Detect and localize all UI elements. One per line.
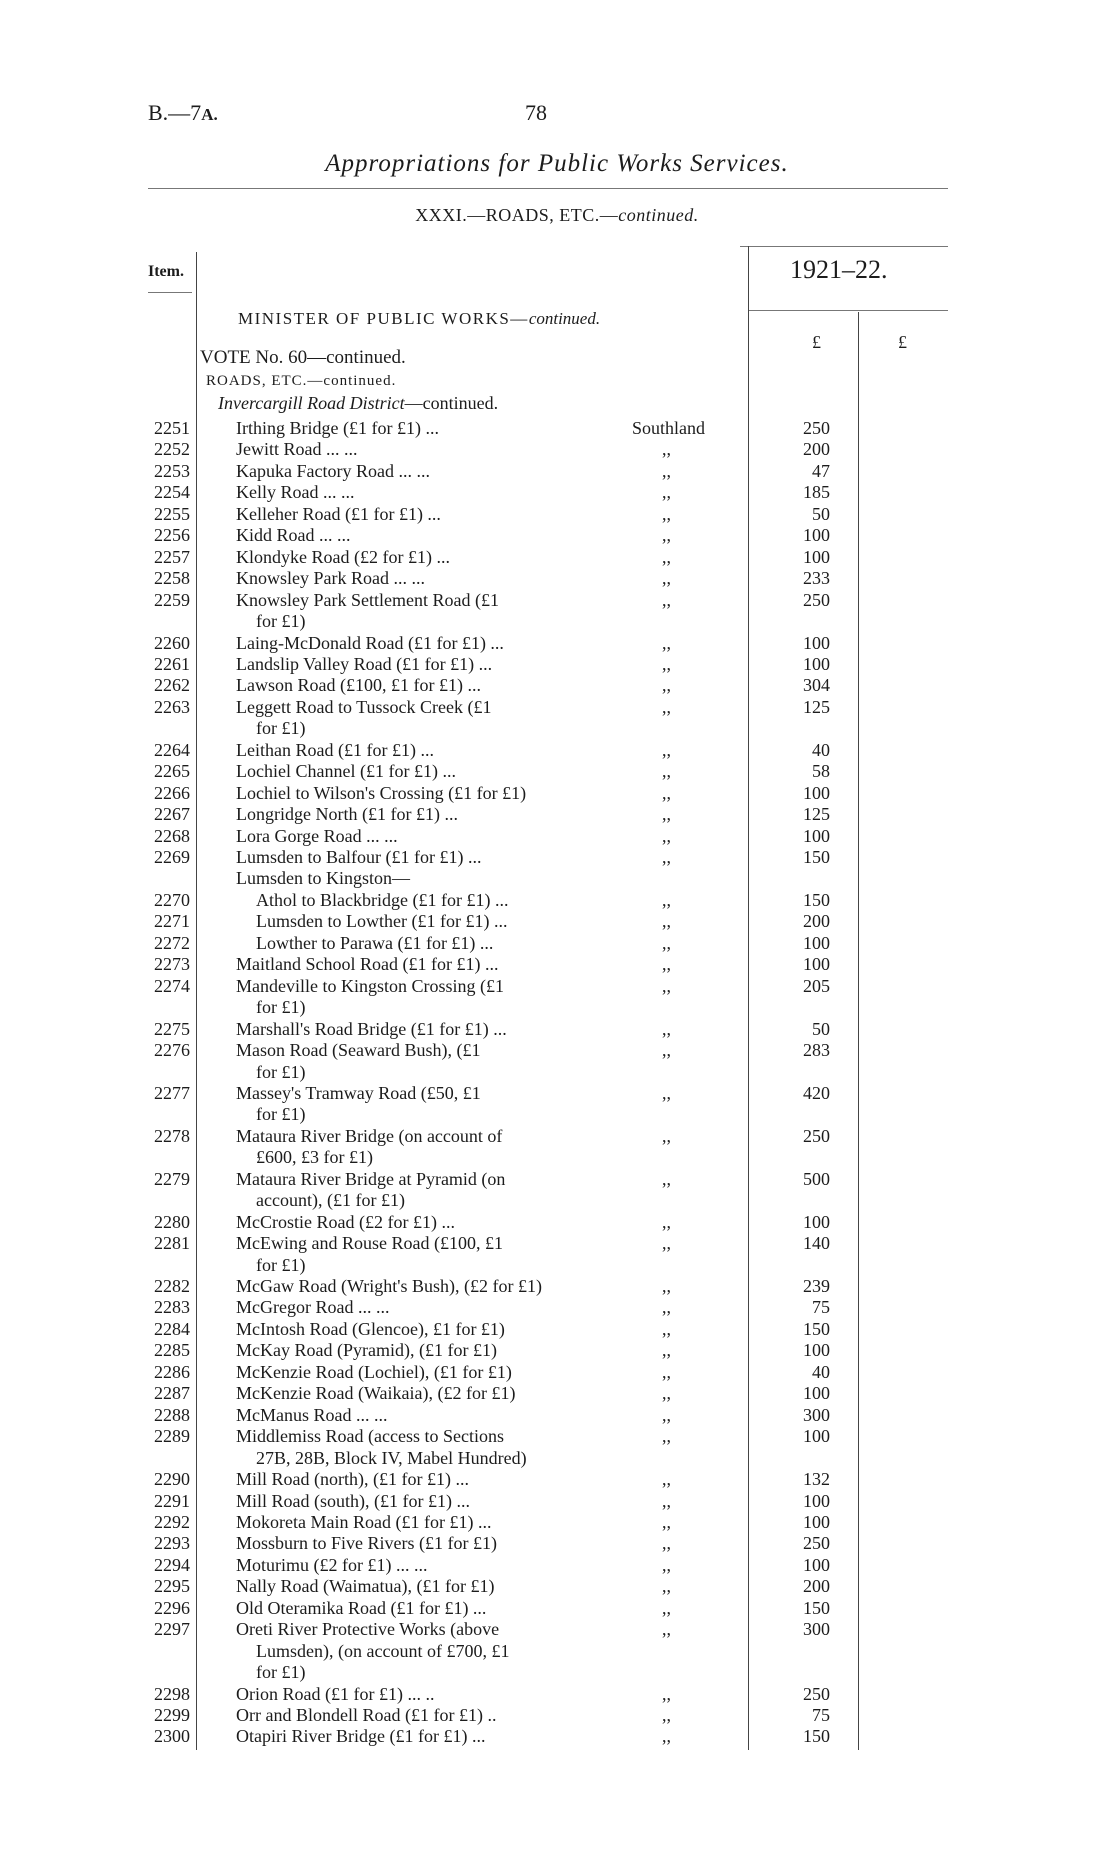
item-description: Athol to Blackbridge (£1 for £1) ... — [256, 889, 509, 910]
table-row — [0, 1104, 1114, 1125]
item-locality: ,, — [662, 975, 671, 996]
table-row — [0, 1276, 1114, 1297]
item-description: Lochiel Channel (£1 for £1) ... — [236, 761, 456, 782]
table-row — [0, 547, 1114, 568]
item-number: 2282 — [154, 1276, 190, 1296]
item-amount: 500 — [803, 1168, 830, 1189]
item-amount: 185 — [803, 482, 830, 503]
item-amount: 283 — [803, 1040, 830, 1061]
item-number: 2266 — [154, 782, 190, 803]
item-locality: ,, — [662, 1726, 671, 1747]
item-locality: ,, — [662, 546, 671, 567]
item-locality: ,, — [662, 1211, 671, 1232]
table-row — [0, 482, 1114, 503]
item-description: Middlemiss Road (access to Sections — [236, 1426, 504, 1447]
pound-symbol-2: £ — [898, 332, 907, 352]
item-number: 2255 — [154, 503, 190, 524]
table-row — [0, 1726, 1114, 1747]
item-locality: ,, — [662, 1576, 671, 1597]
item-locality: ,, — [662, 525, 671, 546]
item-amount: 100 — [803, 1211, 830, 1232]
table-row — [0, 461, 1114, 482]
minister-heading: MINISTER OF PUBLIC WORKS—continued. — [238, 309, 601, 328]
item-locality: ,, — [662, 1597, 671, 1618]
item-description: Moturimu (£2 for £1) ... ... — [236, 1554, 428, 1575]
item-number: 2263 — [154, 696, 190, 717]
item-number: 2293 — [154, 1533, 190, 1554]
item-description: Lumsden), (on account of £700, £1 — [256, 1640, 510, 1661]
item-locality: ,, — [662, 439, 671, 460]
table-row — [0, 697, 1114, 718]
item-description: Nally Road (Waimatua), (£1 for £1) — [236, 1576, 495, 1597]
item-locality: ,, — [662, 932, 671, 953]
item-locality: ,, — [662, 675, 671, 696]
item-description: Mataura River Bridge (on account of — [236, 1125, 503, 1146]
item-locality: ,, — [662, 1233, 671, 1254]
item-header-rule — [148, 292, 192, 293]
district-heading: Invercargill Road District—continued. — [218, 393, 499, 413]
item-number: 2274 — [154, 975, 190, 996]
item-amount: 250 — [803, 1125, 830, 1146]
item-amount: 420 — [803, 1082, 830, 1103]
item-amount: 50 — [812, 1018, 830, 1039]
item-description: £600, £3 for £1) — [256, 1147, 373, 1168]
table-row — [0, 1255, 1114, 1276]
item-description: Mill Road (north), (£1 for £1) ... — [236, 1469, 469, 1490]
item-number: 2287 — [154, 1383, 190, 1404]
item-description: 27B, 28B, Block IV, Mabel Hundred) — [256, 1447, 527, 1468]
table-row — [0, 611, 1114, 632]
table-row — [0, 1426, 1114, 1447]
table-row — [0, 783, 1114, 804]
item-amount: 233 — [803, 568, 830, 589]
table-row — [0, 418, 1114, 439]
item-number: 2276 — [154, 1040, 190, 1061]
title-rule — [148, 188, 948, 189]
item-number: 2289 — [154, 1426, 190, 1447]
table-row — [0, 1083, 1114, 1104]
item-locality: ,, — [662, 954, 671, 975]
item-description: Lochiel to Wilson's Crossing (£1 for £1) — [236, 782, 527, 803]
table-row — [0, 911, 1114, 932]
item-locality: ,, — [662, 1383, 671, 1404]
table-row — [0, 868, 1114, 889]
item-amount: 100 — [803, 1511, 830, 1532]
item-locality: ,, — [662, 825, 671, 846]
table-row — [0, 1555, 1114, 1576]
table-row — [0, 1512, 1114, 1533]
item-column-header: Item. — [148, 263, 184, 280]
item-description: Kelly Road ... ... — [236, 482, 355, 503]
item-description: for £1) — [256, 997, 306, 1018]
item-amount: 132 — [803, 1469, 830, 1490]
item-description: Marshall's Road Bridge (£1 for £1) ... — [236, 1018, 507, 1039]
item-description: for £1) — [256, 1254, 306, 1275]
item-locality: ,, — [662, 1705, 671, 1725]
item-locality: ,, — [662, 1168, 671, 1189]
table-row — [0, 1598, 1114, 1619]
item-description: Orr and Blondell Road (£1 for £1) .. — [236, 1705, 497, 1725]
table-row — [0, 1705, 1114, 1726]
table-row — [0, 1362, 1114, 1383]
table-row — [0, 439, 1114, 460]
table-row — [0, 1469, 1114, 1490]
item-number: 2291 — [154, 1490, 190, 1511]
table-row — [0, 1147, 1114, 1168]
item-locality: ,, — [662, 1683, 671, 1704]
item-amount: 140 — [803, 1233, 830, 1254]
item-number: 2286 — [154, 1361, 190, 1382]
item-amount: 239 — [803, 1276, 830, 1296]
item-number: 2258 — [154, 568, 190, 589]
item-description: Landslip Valley Road (£1 for £1) ... — [236, 653, 493, 674]
item-description: Jewitt Road ... ... — [236, 439, 358, 460]
item-number: 2280 — [154, 1211, 190, 1232]
item-locality: ,, — [662, 1340, 671, 1361]
table-row — [0, 675, 1114, 696]
item-locality: ,, — [662, 1276, 671, 1296]
table-row — [0, 1040, 1114, 1061]
table-row — [0, 1533, 1114, 1554]
table-row — [0, 847, 1114, 868]
item-amount: 205 — [803, 975, 830, 996]
item-description: Laing-McDonald Road (£1 for £1) ... — [236, 632, 504, 653]
vote-heading: VOTE No. 60—continued. — [200, 347, 406, 368]
item-number: 2279 — [154, 1168, 190, 1189]
item-description: Longridge North (£1 for £1) ... — [236, 804, 458, 825]
table-row — [0, 1619, 1114, 1640]
item-locality: ,, — [662, 1318, 671, 1339]
item-description: Mataura River Bridge at Pyramid (on — [236, 1168, 506, 1189]
item-locality: ,, — [662, 739, 671, 760]
item-description: Mokoreta Main Road (£1 for £1) ... — [236, 1511, 492, 1532]
item-description: Kapuka Factory Road ... ... — [236, 460, 430, 481]
item-description: Orion Road (£1 for £1) ... .. — [236, 1683, 435, 1704]
item-number: 2285 — [154, 1340, 190, 1361]
item-locality: ,, — [662, 653, 671, 674]
table-row — [0, 590, 1114, 611]
item-amount: 58 — [812, 761, 830, 782]
item-locality: ,, — [662, 1018, 671, 1039]
item-description: Lumsden to Balfour (£1 for £1) ... — [236, 847, 482, 867]
item-locality: Southland — [632, 418, 706, 438]
item-number: 2288 — [154, 1404, 190, 1425]
item-locality: ,, — [662, 503, 671, 524]
item-locality: ,, — [662, 1554, 671, 1575]
table-row — [0, 633, 1114, 654]
item-number: 2265 — [154, 761, 190, 782]
table-row — [0, 1169, 1114, 1190]
table-row — [0, 1662, 1114, 1683]
table-row — [0, 1190, 1114, 1211]
item-locality: ,, — [662, 589, 671, 610]
item-amount: 50 — [812, 503, 830, 524]
item-amount: 125 — [803, 696, 830, 717]
item-description: McKenzie Road (Waikaia), (£2 for £1) — [236, 1383, 516, 1404]
item-description: Lumsden to Lowther (£1 for £1) ... — [256, 911, 508, 932]
item-amount: 150 — [803, 1726, 830, 1747]
table-row — [0, 1126, 1114, 1147]
table-row — [0, 1233, 1114, 1254]
item-amount: 100 — [803, 954, 830, 975]
item-amount: 47 — [812, 460, 830, 481]
item-description: Maitland School Road (£1 for £1) ... — [236, 954, 499, 975]
item-amount: 150 — [803, 847, 830, 867]
item-number: 2294 — [154, 1554, 190, 1575]
item-number: 2292 — [154, 1511, 190, 1532]
item-description: Lawson Road (£100, £1 for £1) ... — [236, 675, 481, 696]
item-amount: 250 — [803, 589, 830, 610]
item-number: 2260 — [154, 632, 190, 653]
item-amount: 125 — [803, 804, 830, 825]
item-number: 2262 — [154, 675, 190, 696]
item-amount: 250 — [803, 418, 830, 438]
table-row — [0, 890, 1114, 911]
item-locality: ,, — [662, 1082, 671, 1103]
item-amount: 40 — [812, 1361, 830, 1382]
item-amount: 75 — [812, 1297, 830, 1318]
item-number: 2256 — [154, 525, 190, 546]
item-amount: 200 — [803, 439, 830, 460]
item-locality: ,, — [662, 1361, 671, 1382]
item-locality: ,, — [662, 1469, 671, 1490]
item-number: 2278 — [154, 1125, 190, 1146]
item-description: Leithan Road (£1 for £1) ... — [236, 739, 434, 760]
table-row — [0, 1641, 1114, 1662]
item-number: 2270 — [154, 889, 190, 910]
item-description: Oreti River Protective Works (above — [236, 1619, 500, 1640]
item-description: Lora Gorge Road ... ... — [236, 825, 398, 846]
item-number: 2297 — [154, 1619, 190, 1640]
item-locality: ,, — [662, 1125, 671, 1146]
item-description: Irthing Bridge (£1 for £1) ... — [236, 418, 439, 438]
item-amount: 100 — [803, 1490, 830, 1511]
item-description: Otapiri River Bridge (£1 for £1) ... — [236, 1726, 486, 1747]
item-amount: 100 — [803, 825, 830, 846]
item-number: 2253 — [154, 460, 190, 481]
item-number: 2284 — [154, 1318, 190, 1339]
item-number: 2290 — [154, 1469, 190, 1490]
table-row — [0, 504, 1114, 525]
table-row — [0, 1212, 1114, 1233]
table-row — [0, 1340, 1114, 1361]
pound-symbol-1: £ — [812, 332, 821, 352]
item-description: Klondyke Road (£2 for £1) ... — [236, 546, 450, 567]
item-description: Lumsden to Kingston— — [236, 868, 410, 889]
table-row — [0, 997, 1114, 1018]
table-row — [0, 525, 1114, 546]
item-amount: 250 — [803, 1533, 830, 1554]
item-amount: 100 — [803, 632, 830, 653]
item-number: 2252 — [154, 439, 190, 460]
table-row — [0, 1297, 1114, 1318]
table-row — [0, 654, 1114, 675]
table-row — [0, 1491, 1114, 1512]
table-row — [0, 1019, 1114, 1040]
item-locality: ,, — [662, 804, 671, 825]
item-locality: ,, — [662, 911, 671, 932]
item-amount: 40 — [812, 739, 830, 760]
item-description: account), (£1 for £1) — [256, 1190, 405, 1211]
item-description: Mason Road (Seaward Bush), (£1 — [236, 1040, 481, 1061]
item-amount: 100 — [803, 932, 830, 953]
item-description: McGregor Road ... ... — [236, 1297, 390, 1318]
item-locality: ,, — [662, 1426, 671, 1447]
table-row — [0, 1448, 1114, 1469]
item-description: McCrostie Road (£2 for £1) ... — [236, 1211, 455, 1232]
table-row — [0, 1062, 1114, 1083]
item-description: Kelleher Road (£1 for £1) ... — [236, 503, 441, 524]
item-amount: 75 — [812, 1705, 830, 1725]
item-number: 2283 — [154, 1297, 190, 1318]
item-description: Old Oteramika Road (£1 for £1) ... — [236, 1597, 487, 1618]
item-locality: ,, — [662, 1533, 671, 1554]
item-description: for £1) — [256, 611, 306, 632]
item-locality: ,, — [662, 847, 671, 867]
table-row — [0, 718, 1114, 739]
item-number: 2277 — [154, 1082, 190, 1103]
item-description: McKay Road (Pyramid), (£1 for £1) — [236, 1340, 497, 1361]
item-number: 2264 — [154, 739, 190, 760]
item-description: for £1) — [256, 1104, 306, 1125]
item-locality: ,, — [662, 1619, 671, 1640]
document-code: B.—7A. — [148, 100, 218, 125]
section-heading: XXXI.—ROADS, ETC.—continued. — [415, 205, 699, 225]
page-title: Appropriations for Public Works Services. — [325, 150, 789, 177]
table-row — [0, 1684, 1114, 1705]
item-description: McKenzie Road (Lochiel), (£1 for £1) — [236, 1361, 512, 1382]
item-amount: 150 — [803, 1597, 830, 1618]
item-locality: ,, — [662, 889, 671, 910]
year-column-header: 1921–22. — [790, 255, 888, 284]
item-locality: ,, — [662, 1511, 671, 1532]
item-number: 2269 — [154, 847, 190, 867]
item-number: 2271 — [154, 911, 190, 932]
item-number: 2296 — [154, 1597, 190, 1618]
roads-heading: ROADS, ETC.—continued. — [206, 373, 397, 389]
item-amount: 100 — [803, 782, 830, 803]
item-locality: ,, — [662, 482, 671, 503]
item-description: Lowther to Parawa (£1 for £1) ... — [256, 932, 494, 953]
item-number: 2259 — [154, 589, 190, 610]
item-amount: 100 — [803, 525, 830, 546]
item-locality: ,, — [662, 568, 671, 589]
year-top-rule — [740, 246, 948, 247]
item-amount: 300 — [803, 1404, 830, 1425]
item-number: 2272 — [154, 932, 190, 953]
item-description: McGaw Road (Wright's Bush), (£2 for £1) — [236, 1276, 542, 1296]
item-amount: 250 — [803, 1683, 830, 1704]
item-number: 2254 — [154, 482, 190, 503]
table-row — [0, 740, 1114, 761]
item-locality: ,, — [662, 761, 671, 782]
table-row — [0, 1319, 1114, 1340]
item-locality: ,, — [662, 1297, 671, 1318]
table-row — [0, 1405, 1114, 1426]
table-row — [0, 976, 1114, 997]
item-amount: 100 — [803, 653, 830, 674]
item-description: McEwing and Rouse Road (£100, £1 — [236, 1233, 503, 1254]
item-number: 2298 — [154, 1683, 190, 1704]
item-number: 2273 — [154, 954, 190, 975]
item-description: Mill Road (south), (£1 for £1) ... — [236, 1490, 470, 1511]
item-locality: ,, — [662, 1490, 671, 1511]
item-locality: ,, — [662, 1040, 671, 1061]
item-number: 2275 — [154, 1018, 190, 1039]
item-number: 2268 — [154, 825, 190, 846]
item-number: 2300 — [154, 1726, 190, 1747]
item-amount: 100 — [803, 546, 830, 567]
item-amount: 100 — [803, 1383, 830, 1404]
item-description: Mossburn to Five Rivers (£1 for £1) — [236, 1533, 497, 1554]
item-number: 2267 — [154, 804, 190, 825]
item-description: Mandeville to Kingston Crossing (£1 — [236, 975, 504, 996]
table-row — [0, 568, 1114, 589]
item-description: Leggett Road to Tussock Creek (£1 — [236, 696, 492, 717]
item-number: 2261 — [154, 653, 190, 674]
table-row — [0, 1383, 1114, 1404]
item-description: for £1) — [256, 1061, 306, 1082]
item-number: 2281 — [154, 1233, 190, 1254]
item-description: Kidd Road ... ... — [236, 525, 351, 546]
item-amount: 200 — [803, 1576, 830, 1597]
page-number: 78 — [525, 100, 547, 125]
table-row — [0, 761, 1114, 782]
item-locality: ,, — [662, 696, 671, 717]
table-row — [0, 933, 1114, 954]
item-amount: 100 — [803, 1554, 830, 1575]
item-number: 2299 — [154, 1705, 190, 1725]
item-amount: 100 — [803, 1426, 830, 1447]
item-description: McIntosh Road (Glencoe), £1 for £1) — [236, 1318, 505, 1339]
item-locality: ,, — [662, 1404, 671, 1425]
item-number: 2251 — [154, 418, 190, 438]
item-description: Massey's Tramway Road (£50, £1 — [236, 1082, 481, 1103]
item-amount: 150 — [803, 889, 830, 910]
table-row — [0, 954, 1114, 975]
item-description: Knowsley Park Road ... ... — [236, 568, 425, 589]
item-amount: 304 — [803, 675, 830, 696]
item-amount: 150 — [803, 1318, 830, 1339]
item-number: 2295 — [154, 1576, 190, 1597]
item-locality: ,, — [662, 782, 671, 803]
table-row — [0, 826, 1114, 847]
item-description: McManus Road ... ... — [236, 1404, 388, 1425]
year-header-rule — [748, 310, 948, 311]
item-locality: ,, — [662, 460, 671, 481]
item-number: 2257 — [154, 546, 190, 567]
item-description: for £1) — [256, 718, 306, 739]
item-description: Knowsley Park Settlement Road (£1 — [236, 589, 499, 610]
item-amount: 200 — [803, 911, 830, 932]
table-row — [0, 804, 1114, 825]
item-locality: ,, — [662, 632, 671, 653]
item-amount: 100 — [803, 1340, 830, 1361]
table-row — [0, 1576, 1114, 1597]
item-amount: 300 — [803, 1619, 830, 1640]
item-description: for £1) — [256, 1662, 306, 1683]
